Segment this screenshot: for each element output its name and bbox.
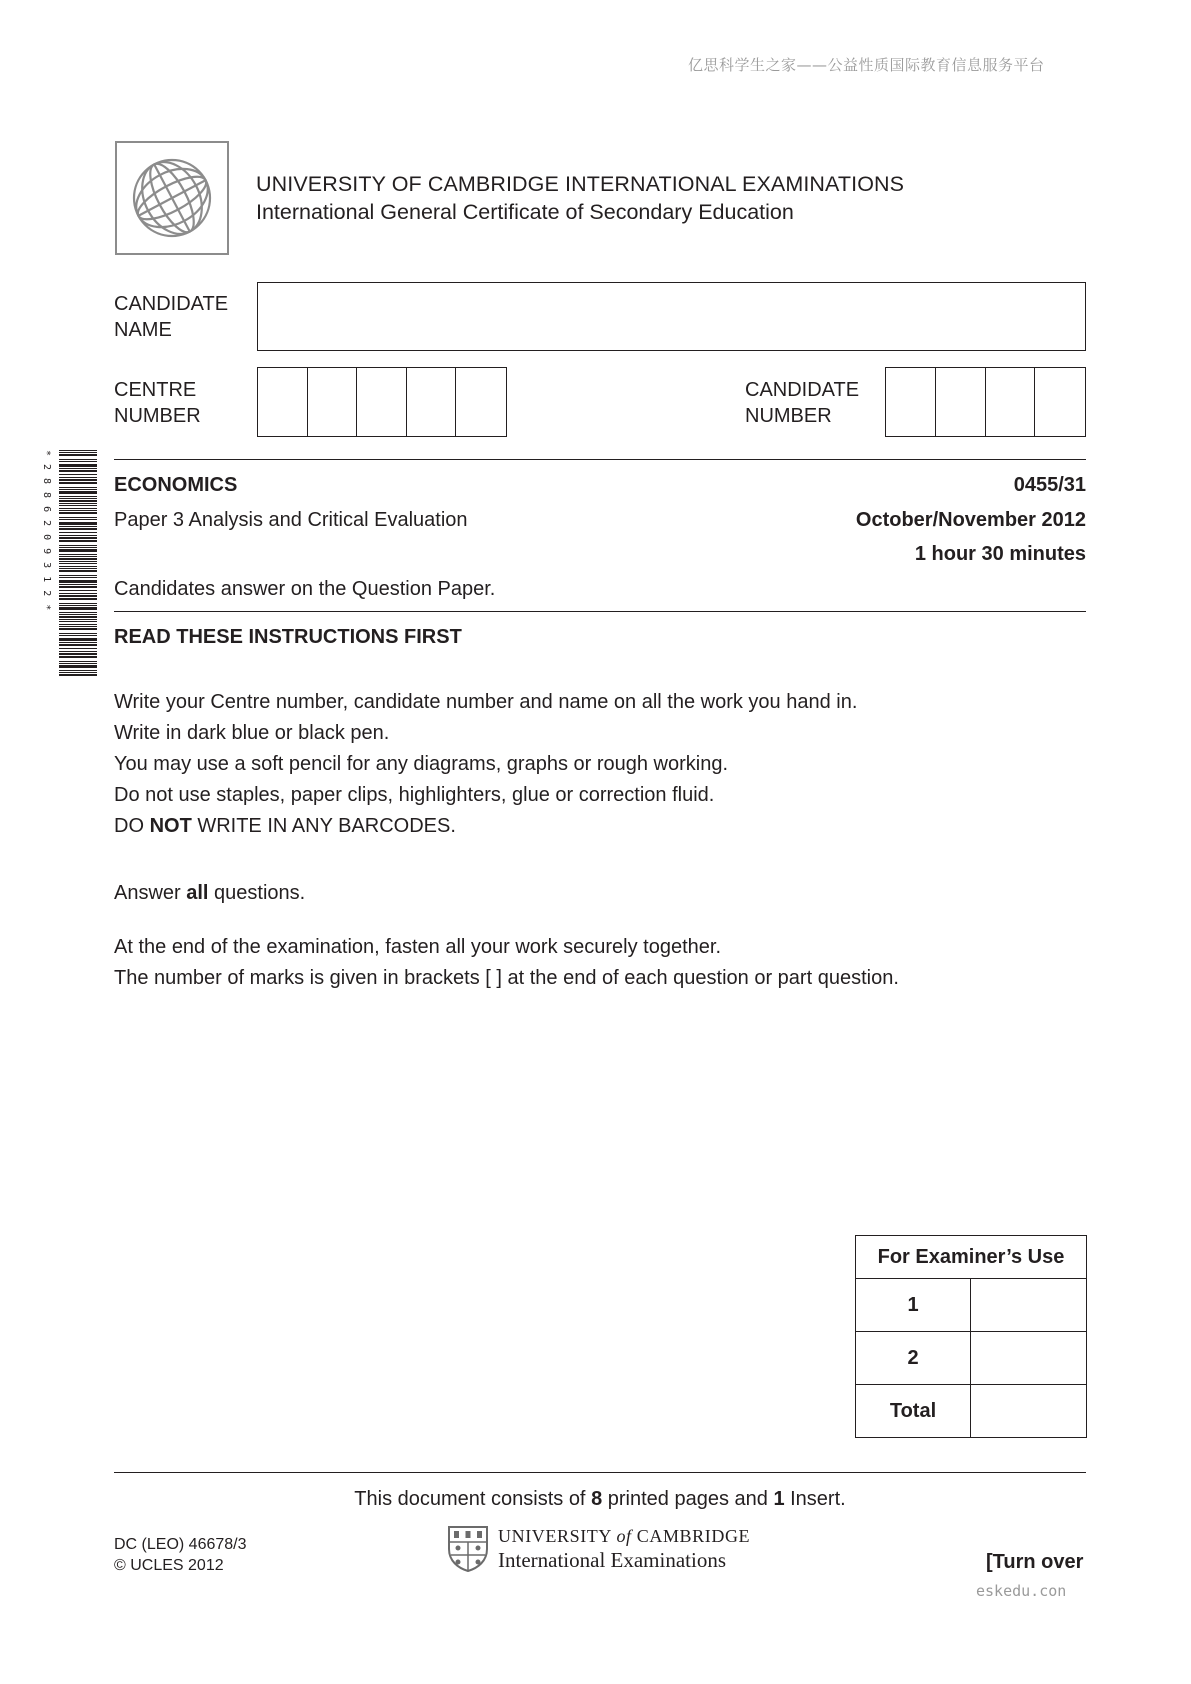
barcode-text: *2886209312* (41, 450, 52, 619)
barcode-bar (59, 517, 97, 518)
barcode-bar (59, 470, 97, 472)
barcode-bar (59, 663, 97, 664)
barcode-bar (59, 635, 97, 636)
table-row (856, 1279, 1087, 1332)
globe-logo (115, 141, 229, 255)
barcode-bar (59, 586, 97, 588)
barcode-bar (59, 554, 97, 555)
barcode-bar (59, 479, 97, 481)
total-label: Total (856, 1385, 971, 1438)
barcode-bar (59, 522, 97, 525)
barcode-bar (59, 598, 97, 600)
subject: ECONOMICS (114, 474, 238, 496)
barcode-bar (59, 450, 97, 451)
examiner-use-title: For Examiner’s Use (856, 1236, 1087, 1279)
digit-box[interactable] (407, 368, 457, 436)
watermark-bottom: eskedu.con (976, 1582, 1067, 1600)
barcode-bar (59, 496, 97, 497)
instruction-line: DO NOT WRITE IN ANY BARCODES. (114, 815, 456, 837)
barcode-bar (59, 656, 97, 658)
barcode-bar (59, 651, 97, 652)
barcode-bar (59, 614, 97, 615)
paper-title: Paper 3 Analysis and Critical Evaluation (114, 509, 468, 531)
digit-box[interactable] (986, 368, 1036, 436)
table-row (856, 1332, 1087, 1385)
instruction-line: Write your Centre number, candidate number and name on all the work you hand in. (114, 691, 858, 713)
cambridge-logotype-subtitle: International Examinations (498, 1548, 727, 1572)
globe-icon (125, 151, 219, 245)
table-row (856, 1385, 1087, 1438)
barcode-bar (59, 477, 97, 478)
barcode-bar (59, 584, 97, 585)
cambridge-logotype: UNIVERSITY of CAMBRIDGE (498, 1526, 751, 1546)
barcode-bar (59, 468, 97, 469)
examiner-use-table (855, 1235, 1087, 1438)
barcode-bar (59, 535, 97, 536)
barcode-bar (59, 459, 97, 460)
barcode-bar (59, 672, 97, 673)
digit-box[interactable] (357, 368, 407, 436)
barcode-bar (59, 566, 97, 567)
barcode-bar (59, 537, 97, 539)
barcode-bar (59, 561, 97, 562)
instruction-line: Do not use staples, paper clips, highlighters, glue or correction fluid. (114, 784, 715, 806)
candidate-number-boxes[interactable] (885, 367, 1086, 437)
barcode-bar (59, 612, 97, 613)
barcode-bar (59, 498, 97, 499)
barcode-bar (59, 452, 97, 453)
digit-box[interactable] (258, 368, 308, 436)
barcode-bar (59, 549, 97, 552)
barcode-bar (59, 575, 97, 576)
barcode-bar (59, 607, 97, 610)
digit-box[interactable] (1035, 368, 1085, 436)
barcode-bar (59, 638, 97, 641)
answer-note: Candidates answer on the Question Paper. (114, 578, 496, 600)
candidate-number-label: CANDIDATE NUMBER (745, 379, 860, 427)
barcode-bar (59, 482, 97, 484)
barcode-bar (59, 642, 97, 643)
qualification-name: International General Certificate of Secondary Education (256, 200, 794, 224)
question-number: 1 (856, 1279, 971, 1332)
question-number: 2 (856, 1332, 971, 1385)
organisation-name: UNIVERSITY OF CAMBRIDGE INTERNATIONAL EXAMINATIONS (256, 172, 905, 196)
watermark-top: 亿思科学生之家——公益性质国际教育信息服务平台 (688, 56, 1045, 74)
page-count-note: This document consists of 8 printed pages and 1 Insert. (354, 1488, 846, 1510)
barcode-bar (59, 626, 97, 627)
barcode-bar (59, 461, 97, 462)
mark-cell (971, 1385, 1087, 1438)
divider (114, 459, 1086, 460)
centre-number-label: CENTRE NUMBER (114, 379, 201, 427)
barcode-bar (59, 633, 97, 634)
crest-icon (447, 1525, 489, 1578)
paper-code: 0455/31 (1013, 474, 1086, 496)
exam-duration: 1 hour 30 minutes (914, 543, 1086, 565)
barcode-bar (59, 500, 97, 502)
barcode-bar (59, 491, 97, 494)
barcode-bar (59, 593, 97, 594)
barcode-bar (59, 670, 97, 671)
instruction-line: Write in dark blue or black pen. (114, 722, 390, 744)
barcode-bar (59, 487, 97, 488)
barcode-bar (59, 454, 97, 456)
instruction-line: You may use a soft pencil for any diagrams, graphs or rough working. (114, 753, 729, 775)
instruction-line: The number of marks is given in brackets [ ] at the end of each question or part question. (114, 967, 899, 989)
barcode-bar (59, 603, 97, 604)
digit-box[interactable] (308, 368, 358, 436)
divider (114, 611, 1086, 612)
footer-divider (114, 1472, 1086, 1473)
barcode-bar (59, 577, 97, 578)
barcode-bar (59, 528, 97, 530)
barcode-bar (59, 526, 97, 527)
barcode-bar (59, 532, 97, 533)
barcode-bar (59, 616, 97, 618)
barcode-bar (59, 474, 97, 475)
barcode-bar (59, 503, 97, 504)
barcode-bar (59, 619, 97, 620)
barcode-bar (59, 674, 97, 676)
candidate-name-box[interactable] (257, 282, 1086, 351)
candidate-name-label: CANDIDATE NAME (114, 293, 229, 341)
barcode-bar (59, 558, 97, 560)
barcode-bar (59, 665, 97, 668)
barcode (41, 450, 97, 678)
barcode-bar (59, 547, 97, 548)
barcode-bar (59, 653, 97, 655)
mark-cell (971, 1332, 1087, 1385)
barcode-bar (59, 590, 97, 591)
turn-over-note: [Turn over (986, 1551, 1084, 1573)
barcode-bar (59, 605, 97, 606)
barcode-bar (59, 464, 97, 467)
barcode-bar (59, 556, 97, 557)
digit-box[interactable] (886, 368, 936, 436)
exam-session: October/November 2012 (855, 509, 1086, 531)
barcode-bar (59, 580, 97, 583)
barcode-bar (59, 510, 97, 511)
barcode-bar (59, 661, 97, 662)
barcode-bar (59, 648, 97, 649)
barcode-bar (59, 644, 97, 646)
digit-box[interactable] (936, 368, 986, 436)
barcode-bar (59, 595, 97, 597)
barcode-bar (59, 563, 97, 564)
centre-number-boxes[interactable] (257, 367, 507, 437)
barcode-bar (59, 568, 97, 569)
barcode-bar (59, 508, 97, 509)
barcode-bar (59, 570, 97, 572)
instructions-heading: READ THESE INSTRUCTIONS FIRST (114, 626, 462, 648)
instruction-line: At the end of the examination, fasten all your work securely together. (114, 936, 722, 958)
mark-cell (971, 1279, 1087, 1332)
barcode-bar (59, 505, 97, 506)
barcode-bar (59, 624, 97, 625)
document-code: DC (LEO) 46678/3 © UCLES 2012 (114, 1536, 247, 1574)
answer-all-instruction: Answer all questions. (114, 882, 306, 904)
barcode-bar (59, 540, 97, 542)
barcode-bar (59, 621, 97, 622)
barcode-bar (59, 512, 97, 514)
barcode-bar (59, 628, 97, 630)
barcode-bar (59, 519, 97, 520)
digit-box[interactable] (456, 368, 506, 436)
barcode-bar (59, 489, 97, 490)
barcode-bar (59, 545, 97, 546)
